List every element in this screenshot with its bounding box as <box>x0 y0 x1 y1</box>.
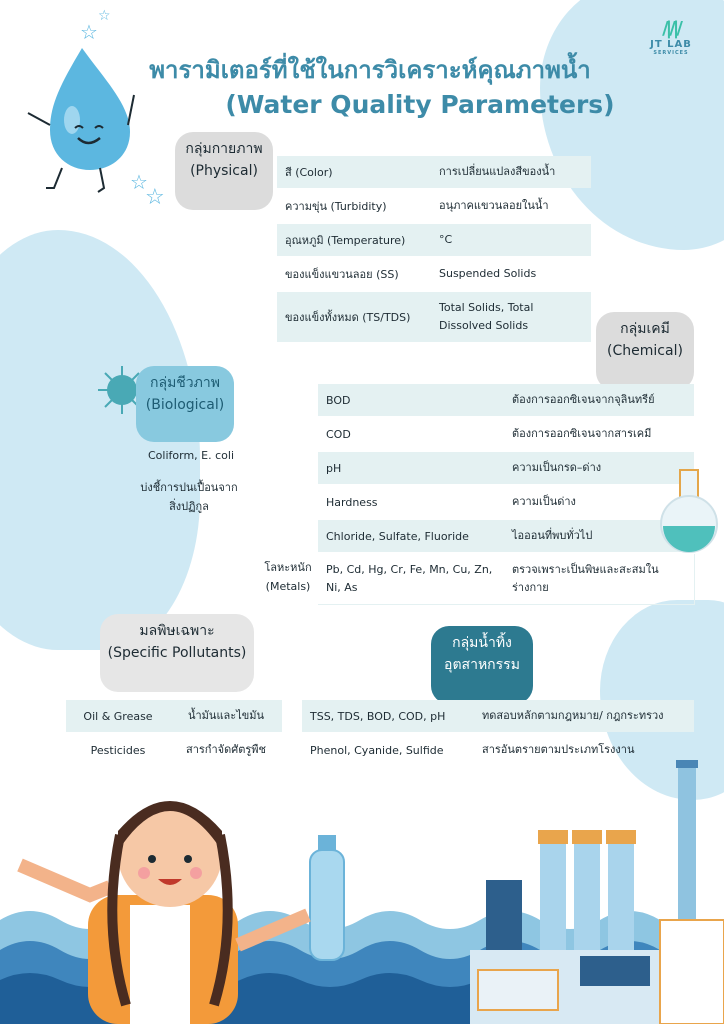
biological-group-tag <box>136 366 234 442</box>
chemical-label-thai: กลุ่มเคมี <box>620 321 670 337</box>
table-row <box>66 700 282 732</box>
desc-cell: ต้องการออกซิเจนจากสารเคมี <box>512 427 652 440</box>
table-row <box>277 224 591 256</box>
physical-group-tag <box>175 132 273 210</box>
param-cell: Pesticides <box>90 743 146 757</box>
table-row <box>66 734 282 766</box>
table-row <box>318 554 695 605</box>
biological-note-line2: สิ่งปฏิกูล <box>169 500 209 513</box>
chemical-group-tag <box>596 312 694 390</box>
desc-cell: อนุภาคแขวนลอยในน้ำ <box>439 199 549 212</box>
desc-cell: °C <box>439 233 453 246</box>
bg-blob-top-right-small <box>662 205 684 227</box>
flask-icon <box>656 466 722 556</box>
desc-cell: ไอออนที่พบทั่วไป <box>512 529 593 542</box>
specific-label-thai: มลพิษเฉพาะ <box>139 623 215 639</box>
metals-label-thai: โลหะหนัก <box>264 561 312 574</box>
logo-tagline: SERVICES <box>653 50 689 56</box>
logo-name: JT LAB <box>650 39 692 50</box>
desc-cell: สารอันตรายตามประเภทโรงงาน <box>482 743 635 756</box>
param-cell: อุณหภูมิ (Temperature) <box>285 234 406 247</box>
table-row <box>277 258 591 290</box>
chemical-label-en: (Chemical) <box>607 343 683 359</box>
desc-cell: ตรวจเพราะเป็นพิษและสะสมในร่างกาย <box>512 563 659 594</box>
desc-cell: ต้องการออกซิเจนจากจุลินทรีย์ <box>512 393 655 406</box>
desc-cell: ทดสอบหลักตามกฎหมาย/ กฎกระทรวง <box>482 709 664 722</box>
logo-mark-icon: /|/|/ <box>662 18 680 39</box>
param-cell: Chloride, Sulfate, Fluoride <box>326 529 469 543</box>
table-row <box>277 156 591 188</box>
specific-label-en: (Specific Pollutants) <box>107 645 247 661</box>
param-cell: ของแข็งแขวนลอย (SS) <box>285 268 399 281</box>
table-row <box>318 384 694 416</box>
param-cell: ของแข็งทั้งหมด (TS/TDS) <box>285 311 411 324</box>
param-cell: COD <box>326 427 351 441</box>
physical-label-en: (Physical) <box>190 163 258 179</box>
star-icon-lower2: ☆ <box>145 185 165 210</box>
table-row <box>318 486 694 518</box>
table-row <box>318 418 694 450</box>
param-cell: Pb, Cd, Hg, Cr, Fe, Mn, Cu, Zn, Ni, As <box>326 563 493 594</box>
desc-cell: ความเป็นด่าง <box>512 495 576 508</box>
desc-cell: สารกำจัดศัตรูพืช <box>186 743 266 756</box>
table-row <box>318 452 694 484</box>
param-cell: TSS, TDS, BOD, COD, pH <box>310 709 446 723</box>
girl-with-bottle-illustration <box>10 795 380 1024</box>
param-cell: pH <box>326 461 342 475</box>
specific-group-tag <box>100 614 254 692</box>
industrial-label-line1: กลุ่มน้ำทิ้ง <box>452 635 512 651</box>
bg-blob-left-small <box>86 460 102 476</box>
biological-note <box>124 478 254 516</box>
table-row <box>277 190 591 222</box>
jt-lab-logo <box>636 18 706 56</box>
desc-cell: น้ำมันและไขมัน <box>187 709 265 722</box>
star-icon-lower: ☆ <box>130 170 148 194</box>
factory-illustration <box>470 760 724 1024</box>
desc-cell: Total Solids, Total Dissolved Solids <box>439 301 534 332</box>
page-title-thai: พารามิเตอร์ที่ใช้ในการวิเคราะห์คุณภาพน้ำ <box>149 56 591 84</box>
biological-note-line1: บ่งชี้การปนเปื้อนจาก <box>140 481 238 494</box>
param-cell: สี (Color) <box>285 166 333 179</box>
metals-label <box>258 558 318 596</box>
param-cell: Oil & Grease <box>83 709 153 723</box>
desc-cell: ความเป็นกรด–ด่าง <box>512 461 602 474</box>
star-icon: ☆ <box>80 20 98 44</box>
page-title-english: (Water Quality Parameters) <box>225 90 615 119</box>
industrial-group-tag <box>431 626 533 704</box>
table-row <box>302 700 694 732</box>
param-cell: ความขุ่น (Turbidity) <box>285 200 387 213</box>
param-cell: BOD <box>326 393 351 407</box>
desc-cell: การเปลี่ยนแปลงสีของน้ำ <box>439 165 556 178</box>
table-row <box>318 520 694 552</box>
biological-item: Coliform, E. coli <box>148 449 234 462</box>
industrial-label-line2: อุตสาหกรรม <box>444 657 520 673</box>
param-cell: Phenol, Cyanide, Sulfide <box>310 743 444 757</box>
star-icon-small: ☆ <box>98 8 111 24</box>
biological-label-thai: กลุ่มชีวภาพ <box>150 375 220 391</box>
table-row <box>277 292 591 342</box>
physical-label-thai: กลุ่มกายภาพ <box>185 141 263 157</box>
biological-label-en: (Biological) <box>145 397 225 413</box>
metals-label-en: (Metals) <box>265 580 311 593</box>
desc-cell: Suspended Solids <box>439 267 537 280</box>
param-cell: Hardness <box>326 495 378 509</box>
